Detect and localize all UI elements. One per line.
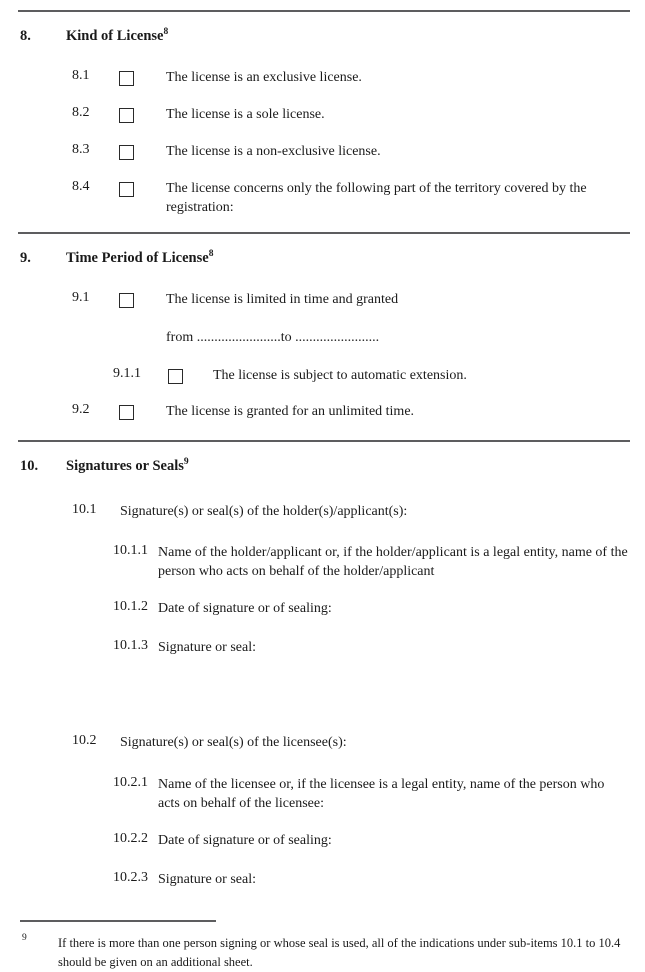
checkbox-row-9-2[interactable]	[0, 402, 645, 424]
item-number-8-3: 8.3	[72, 142, 90, 157]
section-9-heading	[0, 250, 645, 274]
checkbox-9-1-1[interactable]	[168, 369, 183, 384]
item-number-8-4: 8.4	[72, 179, 90, 194]
item-text-8-2: The license is a sole license.	[166, 107, 325, 122]
item-text-10-1: Signature(s) or seal(s) of the holder(s)/applicant(s):	[120, 504, 408, 519]
checkbox-8-1[interactable]	[119, 71, 134, 86]
section-9-number: 9.	[20, 250, 31, 266]
item-text-9-1-1: The license is subject to automatic extension.	[213, 368, 467, 383]
item-number-10-1-1: 10.1.1	[113, 543, 148, 558]
footnote-text: If there is more than one person signing or whose seal is used, all of the indications under sub-items 10.1 to 10.4 should be given on an additional sheet.	[58, 936, 621, 969]
item-text-10-1-2: Date of signature or of sealing:	[158, 601, 332, 616]
section-10-number: 10.	[20, 458, 39, 474]
item-row-10-1-1	[0, 543, 645, 583]
item-text-10-2: Signature(s) or seal(s) of the licensee(s):	[120, 735, 347, 750]
item-row-10-2	[0, 733, 645, 755]
checkbox-9-1[interactable]	[119, 293, 134, 308]
item-number-10-1-3: 10.1.3	[113, 638, 148, 653]
checkbox-row-8-4[interactable]	[0, 179, 645, 219]
footnote-marker: 9	[22, 933, 27, 943]
item-number-10-2-3: 10.2.3	[113, 870, 148, 885]
checkbox-9-2[interactable]	[119, 405, 134, 420]
section-10-heading	[0, 458, 645, 482]
item-text-10-2-1: Name of the licensee or, if the licensee is a legal entity, name of the person who acts on behalf of the licensee:	[158, 777, 605, 811]
item-number-9-1: 9.1	[72, 290, 90, 305]
checkbox-row-8-1[interactable]	[0, 68, 645, 90]
footnote-separator	[20, 920, 216, 922]
item-row-10-1-2	[0, 599, 645, 621]
item-number-8-2: 8.2	[72, 105, 90, 120]
item-number-10-1-2: 10.1.2	[113, 599, 148, 614]
section-divider-top	[18, 10, 630, 12]
item-text-10-2-3: Signature or seal:	[158, 872, 256, 887]
checkbox-row-8-3[interactable]	[0, 142, 645, 164]
section-8-number: 8.	[20, 28, 31, 44]
item-row-10-2-3	[0, 870, 645, 892]
checkbox-row-8-2[interactable]	[0, 105, 645, 127]
footnote-ref-9: 9	[183, 457, 189, 468]
item-text-9-1: The license is limited in time and granted	[166, 292, 399, 307]
item-number-10-1: 10.1	[72, 502, 97, 517]
section-signatures-or-seals	[0, 458, 645, 892]
item-number-8-1: 8.1	[72, 68, 90, 83]
section-kind-of-license	[0, 28, 645, 219]
item-text-10-1-1: Name of the holder/applicant or, if the holder/applicant is a legal entity, name of the person who acts on behalf of the holder/applicant	[158, 545, 628, 579]
date-range-line: from ........................to ........................	[166, 330, 380, 345]
item-text-8-4: The license concerns only the following part of the territory covered by the registration:	[166, 181, 587, 215]
item-text-10-1-3: Signature or seal:	[158, 640, 256, 655]
section-9-title: Time Period of License$^8$	[66, 249, 214, 266]
checkbox-row-9-1[interactable]	[0, 290, 645, 312]
item-number-9-1-1: 9.1.1	[113, 366, 141, 381]
item-number-10-2-1: 10.2.1	[113, 775, 148, 790]
item-text-10-2-2: Date of signature or of sealing:	[158, 833, 332, 848]
item-text-9-2: The license is granted for an unlimited time.	[166, 404, 415, 419]
checkbox-8-4[interactable]	[119, 182, 134, 197]
item-row-10-2-2	[0, 831, 645, 853]
section-10-title: Signatures or Seals$^9$	[66, 457, 189, 474]
item-number-10-2-2: 10.2.2	[113, 831, 148, 846]
section-8-title: Kind of License$^8$	[66, 27, 169, 44]
footnote-ref-8-b: 8	[208, 249, 214, 260]
item-number-9-2: 9.2	[72, 402, 90, 417]
item-row-10-2-1	[0, 775, 645, 815]
item-number-10-2: 10.2	[72, 733, 97, 748]
item-row-10-1-3	[0, 638, 645, 660]
date-range-row	[0, 330, 645, 356]
section-divider-middle	[18, 232, 630, 234]
checkbox-row-9-1-1[interactable]	[0, 366, 645, 388]
section-time-period-of-license	[0, 250, 645, 424]
item-row-10-1	[0, 502, 645, 524]
item-text-8-1: The license is an exclusive license.	[166, 70, 362, 85]
checkbox-8-2[interactable]	[119, 108, 134, 123]
section-divider-bottom	[18, 440, 630, 442]
checkbox-8-3[interactable]	[119, 145, 134, 160]
section-8-heading	[0, 28, 645, 52]
item-text-8-3: The license is a non-exclusive license.	[166, 144, 381, 159]
footnote-ref-8: 8	[163, 27, 169, 38]
